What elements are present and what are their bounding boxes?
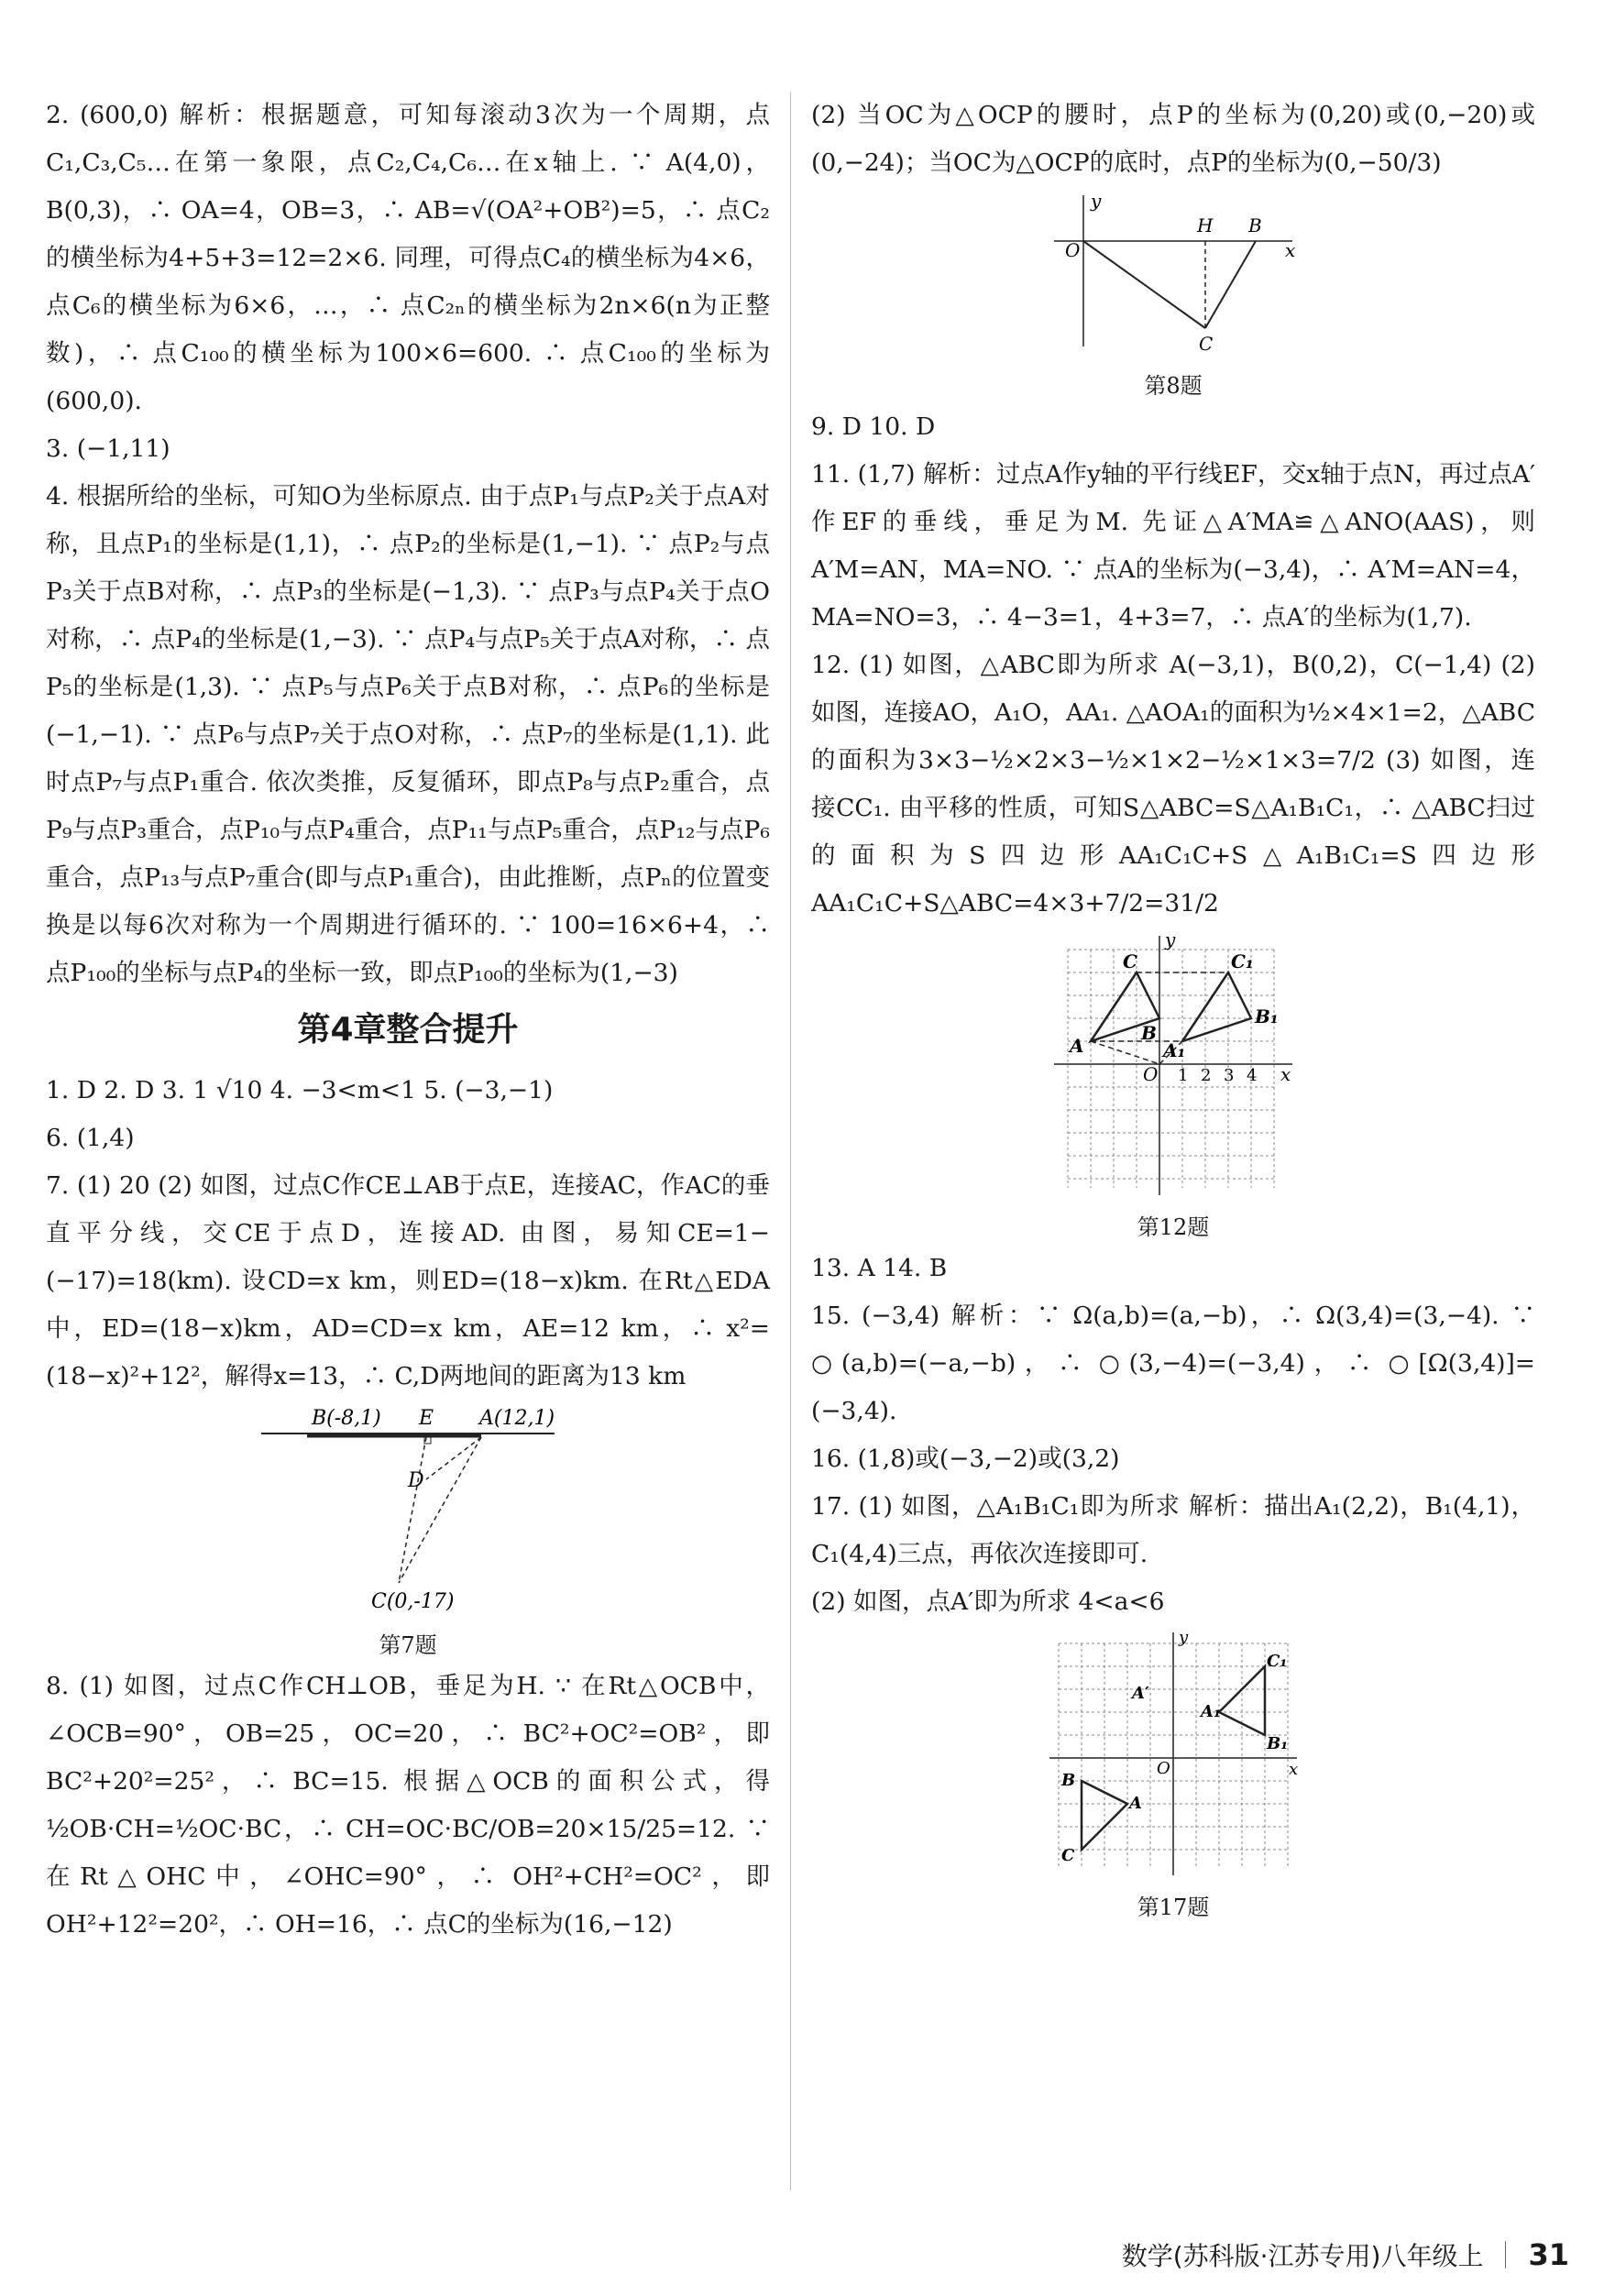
fig17-label-a1: A₁ bbox=[1201, 1702, 1221, 1721]
fig8-label-o: O bbox=[1065, 239, 1081, 261]
answers-1-5: 1. D 2. D 3. 1 √10 4. −3<m<1 5. (−3,−1) bbox=[46, 1076, 554, 1104]
answer-17-part2: (2) 如图，点A′即为所求 4<a<6 bbox=[811, 1587, 1165, 1616]
answer-17-part1: 17. (1) 如图，△A₁B₁C₁即为所求 解析：描出A₁(2,2)，B₁(4,1)，C₁(4,4)三点，再依次连接即可. bbox=[811, 1492, 1535, 1568]
fig7-label-d: D bbox=[408, 1469, 424, 1492]
page-footer bbox=[1122, 2236, 1569, 2273]
fig7-label-c: C(0,-17) bbox=[371, 1590, 455, 1613]
footer-separator bbox=[1505, 2241, 1506, 2269]
figure-17 bbox=[811, 1630, 1535, 1921]
fig12-label-b: B bbox=[1141, 1022, 1157, 1044]
answer-12: 12. (1) 如图，△ABC即为所求 A(−3,1)，B(0,2)，C(−1,4) (2) 如图，连接AO，A₁O，AA₁. △AOA₁的面积为½×4×1=2，△ABC的面积为3×3−½×2×3−½×1×2−½×1×3=7/2 (3) 如图，连接CC₁. 由平移的性质，可知S△ABC=S△A₁B₁C₁，∴ △ABC扫过的面积为S四边形AA₁C₁C+S△A₁B₁C₁=S四边形AA₁C₁C+S△ABC=4×3+7/2=31/2 bbox=[811, 651, 1535, 917]
fig8-label-b: B bbox=[1248, 214, 1262, 236]
page-number: 31 bbox=[1528, 2237, 1569, 2272]
column-divider bbox=[790, 92, 791, 2191]
fig17-label-x: x bbox=[1289, 1760, 1299, 1779]
answer-11: 11. (1,7) 解析：过点A作y轴的平行线EF，交x轴于点N，再过点A′作EF的垂线，垂足为M. 先证△A′MA≌△ANO(AAS)，则A′M=AN，MA=NO. ∵ 点A的坐标为(−3,4)，∴ A′M=AN=4，MA=NO=3，∴ 4−3=1，4+3=7，∴ 点A′的坐标为(1,7). bbox=[811, 460, 1535, 632]
answer-15: 15. (−3,4) 解析：∵ Ω(a,b)=(a,−b)，∴ Ω(3,4)=(3,−4). ∵ ○(a,b)=(−a,−b)，∴ ○(3,−4)=(−3,4)，∴ ○[Ω(3,4)]=(−3,4). bbox=[811, 1302, 1535, 1425]
figure-12-diagram bbox=[1049, 931, 1297, 1197]
chapter-heading: 第4章整合提升 bbox=[297, 1011, 519, 1049]
fig12-label-y: y bbox=[1165, 931, 1176, 950]
fig17-label-y: y bbox=[1179, 1630, 1189, 1647]
fig7-label-a: A(12,1) bbox=[479, 1407, 555, 1430]
figure-12 bbox=[811, 931, 1535, 1241]
fig12-label-c: C bbox=[1123, 950, 1137, 972]
fig17-label-c: C bbox=[1061, 1846, 1075, 1865]
fig12-label-b1: B₁ bbox=[1255, 1005, 1279, 1027]
fig17-label-b: B bbox=[1061, 1771, 1076, 1790]
fig12-xtick-1: 1 bbox=[1178, 1066, 1189, 1085]
right-column bbox=[811, 92, 1535, 1925]
fig8-label-y: y bbox=[1091, 191, 1102, 212]
answer-8-part2: (2) 当OC为△OCP的腰时，点P的坐标为(0,20)或(0,−20)或(0,−24)；当OC为△OCP的底时，点P的坐标为(0,−50/3) bbox=[811, 101, 1535, 177]
figure-12-caption: 第12题 bbox=[1137, 1214, 1210, 1240]
left-column bbox=[46, 92, 770, 1949]
figure-8-caption: 第8题 bbox=[1144, 373, 1203, 399]
answer-2: 2. (600,0) 解析：根据题意，可知每滚动3次为一个周期，点C₁,C₃,C₅…在第一象限，点C₂,C₄,C₆…在x轴上. ∵ A(4,0)，B(0,3)，∴ OA=4，OB=3，∴ AB=√(OA²+OB²)=5，∴ 点C₂的横坐标为4+5+3=12=2×6. 同理，可得点C₄的横坐标为4×6，点C₆的横坐标为6×6，…，∴ 点C₂ₙ的横坐标为2n×6(n为正整数)，∴ 点C₁₀₀的横坐标为100×6=600. ∴ 点C₁₀₀的坐标为(600,0). bbox=[46, 101, 770, 415]
fig17-label-o: O bbox=[1157, 1759, 1170, 1778]
fig12-xtick-3: 3 bbox=[1224, 1066, 1235, 1085]
fig17-label-a: A bbox=[1129, 1794, 1142, 1813]
answers-9-10: 9. D 10. D bbox=[811, 412, 936, 441]
fig7-label-b: B(-8,1) bbox=[312, 1407, 381, 1430]
answer-8-part1: 8. (1) 如图，过点C作CH⊥OB，垂足为H. ∵ 在Rt△OCB中，∠OCB=90°，OB=25，OC=20，∴ BC²+OC²=OB²，即BC²+20²=25²，∴ BC=15. 根据△OCB的面积公式，得 ½OB·CH=½OC·BC，∴ CH=OC·BC/OB=20×15/25=12. ∵ 在Rt△OHC中，∠OHC=90°，∴ OH²+CH²=OC²，即OH²+12²=20²，∴ OH=16，∴ 点C的坐标为(16,−12) bbox=[46, 1672, 770, 1939]
book-title: 数学(苏科版·江苏专用)八年级上 bbox=[1121, 2241, 1484, 2271]
fig17-label-c1: C₁ bbox=[1267, 1652, 1288, 1671]
fig8-label-c: C bbox=[1199, 333, 1214, 355]
fig17-label-b1: B₁ bbox=[1267, 1734, 1289, 1753]
answer-3: 3. (−1,11) bbox=[46, 434, 170, 463]
fig7-label-e: E bbox=[419, 1407, 434, 1430]
fig12-label-x: x bbox=[1280, 1063, 1291, 1085]
answer-7: 7. (1) 20 (2) 如图，过点C作CE⊥AB于点E，连接AC，作AC的垂直平分线，交CE于点D，连接AD. 由图，易知CE=1−(−17)=18(km). 设CD=x km，则ED=(18−x)km. 在Rt△EDA中，ED=(18−x)km，AD=CD=x km，AE=12 km，∴ x²=(18−x)²+12²，解得x=13，∴ C,D两地间的距离为13 km bbox=[46, 1171, 770, 1390]
fig12-label-o: O bbox=[1143, 1063, 1159, 1085]
fig8-label-h: H bbox=[1197, 214, 1214, 236]
fig12-label-a1: A₁ bbox=[1163, 1039, 1186, 1061]
answer-4: 4. 根据所给的坐标，可知O为坐标原点. 由于点P₁与点P₂关于点A对称，且点P₁的坐标是(1,1)，∴ 点P₂的坐标是(1,−1). ∵ 点P₂与点P₃关于点B对称，∴ 点P₃的坐标是(−1,3). ∵ 点P₃与点P₄关于点O对称，∴ 点P₄的坐标是(1,−3). ∵ 点P₄与点P₅关于点A对称，∴ 点P₅的坐标是(1,3). ∵ 点P₅与点P₆关于点B对称，∴ 点P₆的坐标是(−1,−1). ∵ 点P₆与点P₇关于点O对称，∴ 点P₇的坐标是(1,1). 此时点P₇与点P₁重合. 依次类推，反复循环，即点P₈与点P₂重合，点P₉与点P₃重合，点P₁₀与点P₄重合，点P₁₁与点P₅重合，点P₁₂与点P₆重合，点P₁₃与点P₇重合(即与点P₁重合)，由此推断，点Pₙ的位置变换是以每6次对称为一个周期进行循环的. ∵ 100=16×6+4，∴ 点P₁₀₀的坐标与点P₄的坐标一致，即点P₁₀₀的坐标为(1,−3) bbox=[46, 482, 770, 987]
answers-13-14: 13. A 14. B bbox=[811, 1254, 948, 1282]
fig12-label-c1: C₁ bbox=[1231, 950, 1254, 972]
fig12-label-a: A bbox=[1070, 1035, 1084, 1057]
fig8-label-x: x bbox=[1285, 239, 1296, 261]
answer-6: 6. (1,4) bbox=[46, 1124, 135, 1152]
figure-7-caption: 第7题 bbox=[379, 1632, 437, 1658]
answer-16: 16. (1,8)或(−3,−2)或(3,2) bbox=[811, 1445, 1120, 1473]
fig12-xtick-2: 2 bbox=[1201, 1066, 1212, 1085]
figure-17-diagram bbox=[1045, 1630, 1302, 1877]
figure-8 bbox=[811, 191, 1535, 400]
fig12-xtick-4: 4 bbox=[1247, 1066, 1258, 1085]
figure-8-diagram bbox=[1045, 191, 1302, 356]
figure-7-diagram bbox=[261, 1404, 555, 1615]
figure-17-caption: 第17题 bbox=[1137, 1895, 1210, 1920]
fig17-label-a-prime: A′ bbox=[1132, 1684, 1149, 1703]
figure-7 bbox=[46, 1404, 770, 1659]
